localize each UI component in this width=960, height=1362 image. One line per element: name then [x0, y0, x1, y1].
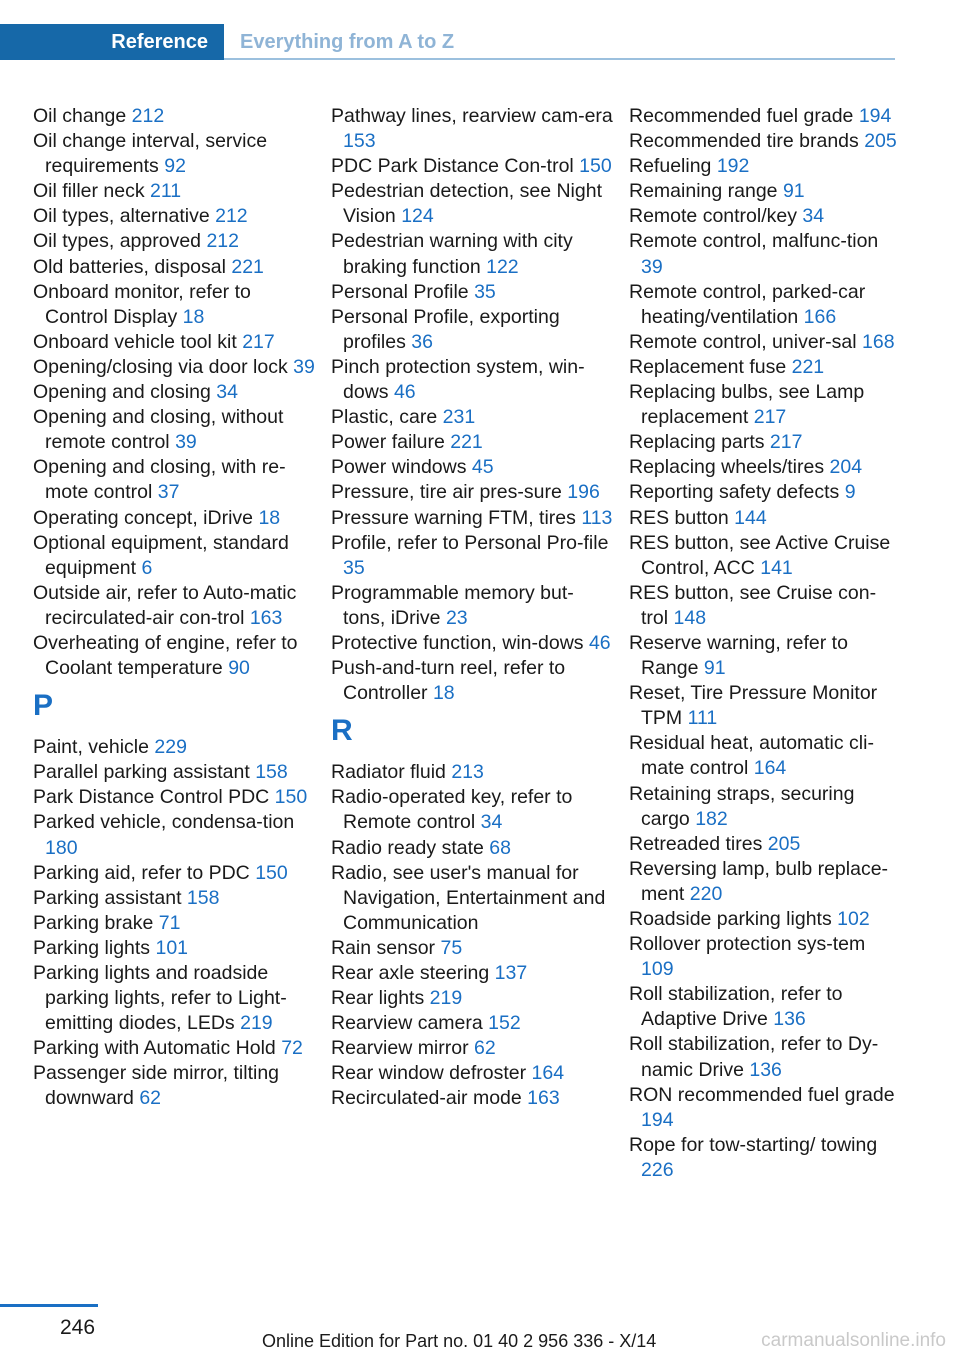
index-entry — [33, 129, 315, 179]
index-entry — [33, 911, 315, 936]
index-entry-term: Onboard vehicle tool kit — [33, 330, 243, 353]
page-reference-link[interactable]: 226 — [641, 1158, 674, 1181]
index-entry — [331, 280, 613, 305]
page-reference-link[interactable]: 37 — [157, 481, 180, 504]
index-entry — [33, 280, 315, 330]
index-column-3 — [629, 104, 899, 1183]
index-entry — [33, 531, 315, 581]
index-entry-term: Optional equipment, standard equipment — [33, 531, 289, 579]
index-entry — [331, 179, 613, 229]
index-entry-term: Refueling — [629, 155, 717, 178]
index-entry-term: Pedestrian warning with city braking function — [331, 230, 573, 278]
page-reference-link[interactable]: 122 — [486, 255, 519, 278]
page-reference-link[interactable]: 221 — [231, 255, 264, 278]
page-reference-link[interactable]: 136 — [749, 1058, 782, 1081]
index-entry — [629, 1083, 899, 1133]
index-entry-term: Replacing parts — [629, 431, 770, 454]
index-entry-term: Remote control, univer‐sal — [629, 330, 863, 353]
page-reference-link[interactable]: 75 — [440, 936, 463, 959]
index-entry-term: Rear axle steering — [331, 962, 495, 984]
index-entry-term: Rain sensor — [331, 936, 441, 959]
page-reference-link[interactable]: 213 — [451, 761, 484, 784]
index-entry-term: Oil types, alternative — [33, 205, 216, 228]
page-reference-link[interactable]: 152 — [488, 1012, 521, 1035]
page-reference-link[interactable]: 136 — [773, 1008, 806, 1031]
index-entry-term: Rear lights — [331, 987, 430, 1010]
page-reference-link[interactable]: 229 — [154, 736, 187, 759]
page-reference-link[interactable]: 168 — [862, 330, 895, 353]
page-reference-link[interactable]: 23 — [445, 606, 468, 629]
index-entry — [33, 631, 315, 681]
index-entry — [331, 861, 613, 936]
page-reference-link[interactable]: 113 — [581, 506, 613, 529]
index-entry — [33, 735, 315, 760]
page-reference-link[interactable]: 212 — [206, 230, 239, 253]
index-entry — [33, 179, 315, 204]
index-entry — [629, 430, 899, 455]
index-entry-term: Parked vehicle, condensa‐tion — [33, 811, 295, 834]
index-entry-term: Plastic, care — [331, 406, 443, 429]
page-reference-link[interactable]: 205 — [767, 832, 801, 855]
index-entry — [629, 731, 899, 781]
index-entry — [629, 857, 899, 907]
index-entry-term: RES button — [629, 506, 735, 529]
index-entry-term: Recommended fuel grade — [629, 105, 859, 127]
page-reference-link[interactable]: 180 — [45, 836, 78, 859]
index-entry — [629, 104, 899, 129]
index-entry — [33, 380, 315, 405]
index-entry — [331, 1036, 613, 1061]
page-reference-link[interactable]: 182 — [695, 807, 728, 830]
index-entry — [33, 104, 315, 129]
index-entry-term: Programmable memory but‐tons, iDrive — [331, 581, 574, 629]
page-reference-link[interactable]: 217 — [753, 406, 787, 429]
index-entry — [629, 581, 899, 631]
index-letter-heading: P — [33, 689, 54, 723]
header-rule — [224, 58, 895, 60]
page-reference-link[interactable]: 102 — [837, 908, 870, 930]
page-reference-link[interactable]: 158 — [255, 761, 288, 784]
index-entry — [331, 631, 613, 656]
index-entry — [629, 681, 899, 731]
index-entry — [331, 836, 613, 861]
page-reference-link[interactable]: 46 — [393, 381, 416, 404]
index-entry — [629, 330, 899, 355]
index-entry-term: Reporting safety defects — [629, 481, 845, 504]
index-entry — [629, 832, 899, 857]
page-reference-link[interactable]: 163 — [249, 606, 283, 629]
index-entry-term: Personal Profile — [331, 280, 475, 303]
index-entry — [331, 506, 613, 531]
index-entry-term: Remote control, parked-car heating/ventilation — [629, 280, 866, 328]
page-reference-link[interactable]: 192 — [716, 155, 750, 178]
index-entry-term: Replacing wheels/tires — [629, 456, 830, 479]
index-entry — [33, 810, 315, 860]
index-entry-term: Remote control, malfunc‐tion — [629, 230, 879, 253]
page-reference-link[interactable]: 109 — [641, 958, 674, 981]
page-number: 246 — [60, 1316, 96, 1339]
index-entry-term: Oil change — [33, 105, 132, 127]
index-entry-term: Push-and-turn reel, refer to Controller — [331, 657, 566, 705]
page-reference-link[interactable]: 62 — [139, 1087, 162, 1110]
index-entry-term: Oil types, approved — [33, 230, 207, 253]
index-entry-term: Oil filler neck — [33, 180, 151, 203]
page-reference-link[interactable]: 141 — [760, 556, 793, 579]
index-entry — [629, 907, 899, 932]
page-reference-link[interactable]: 45 — [471, 456, 494, 479]
page-reference-link[interactable]: 46 — [588, 631, 611, 654]
index-entry-term: Roll stabilization, refer to Adaptive Drive — [629, 983, 843, 1031]
page-reference-link[interactable]: 163 — [527, 1087, 560, 1110]
index-entry — [33, 204, 315, 229]
index-entry — [33, 355, 315, 380]
edition-note: Online Edition for Part no. 01 40 2 956 336 - X/14 — [262, 1331, 657, 1351]
section-tab[interactable]: Reference — [0, 24, 224, 60]
index-entry-term: Park Distance Control PDC — [33, 786, 275, 809]
index-entry — [629, 355, 899, 380]
index-entry-term: RES button, see Active Cruise Control, ACC — [629, 531, 891, 579]
index-entry-term: Rear window defroster — [331, 1062, 532, 1085]
index-entry — [33, 1061, 315, 1111]
page-reference-link[interactable]: 153 — [343, 130, 376, 153]
index-entry — [33, 1036, 315, 1061]
page-reference-link[interactable]: 150 — [255, 861, 288, 884]
page-reference-link[interactable]: 150 — [274, 786, 308, 809]
index-entry-term: Radio, see user's manual for Navigation, Entertainment and Communication — [331, 861, 606, 934]
page-reference-link[interactable]: 39 — [175, 431, 197, 454]
index-entry-term: Rearview camera — [331, 1012, 489, 1035]
index-entry-term: Reset, Tire Pressure Monitor TPM — [629, 682, 878, 730]
index-entry-term: RES button, see Cruise con‐trol — [629, 581, 877, 629]
page-reference-link[interactable]: 91 — [782, 180, 805, 203]
page-reference-link[interactable]: 71 — [158, 911, 181, 934]
index-entry — [331, 656, 613, 706]
index-entry — [629, 1133, 899, 1183]
index-entry — [629, 782, 899, 832]
index-entry — [629, 1032, 899, 1082]
index-entry — [629, 204, 899, 229]
index-entry-term: RON recommended fuel grade — [629, 1083, 895, 1106]
page-reference-link[interactable]: 231 — [442, 406, 476, 429]
index-entry-term: Residual heat, automatic cli‐mate control — [629, 732, 874, 780]
index-entry-term: Parking brake — [33, 911, 159, 934]
index-entry — [629, 129, 899, 154]
index-entry-term: Reserve warning, refer to Range — [629, 631, 848, 680]
index-entry-term: Radiator fluid — [331, 761, 452, 784]
index-entry-term: Protective function, win‐dows — [331, 631, 589, 654]
page-reference-link[interactable]: 101 — [155, 936, 189, 959]
index-entry-term: Old batteries, disposal — [33, 255, 232, 278]
page-reference-link[interactable]: 219 — [240, 1012, 273, 1035]
index-entry-term: Rearview mirror — [331, 1037, 475, 1060]
index-entry-term: Operating concept, iDrive — [33, 506, 259, 529]
index-entry — [629, 932, 899, 982]
index-entry — [331, 430, 613, 455]
index-entry — [33, 785, 315, 810]
page-reference-link[interactable]: 211 — [150, 180, 182, 203]
index-entry-term: Passenger side mirror, tilting downward — [33, 1062, 280, 1110]
page-reference-link[interactable]: 18 — [432, 682, 455, 705]
index-entry-term: Outside air, refer to Auto‐matic recirculated-air con‐trol — [33, 581, 297, 629]
page-reference-link[interactable]: 68 — [489, 836, 511, 859]
index-entry — [331, 1061, 613, 1086]
index-entry — [33, 886, 315, 911]
page-reference-link[interactable]: 39 — [641, 255, 663, 278]
page-reference-link[interactable]: 9 — [844, 481, 856, 504]
index-entry-term: Opening and closing, with re‐mote control — [33, 456, 286, 504]
index-entry-term: Pinch protection system, win‐dows — [331, 355, 585, 404]
index-entry-term: Radio-operated key, refer to Remote control — [331, 786, 573, 834]
index-entry-term: Parking aid, refer to PDC — [33, 861, 256, 884]
index-entry — [629, 280, 899, 330]
page-reference-link[interactable]: 34 — [216, 381, 238, 404]
page-reference-link[interactable]: 34 — [480, 811, 503, 834]
index-entry — [331, 581, 613, 631]
index-entry — [629, 179, 899, 204]
index-entry — [629, 154, 899, 179]
page-reference-link[interactable]: 196 — [567, 481, 600, 504]
page-reference-link[interactable]: 150 — [579, 155, 612, 178]
index-entry — [331, 355, 613, 405]
index-entry — [33, 936, 315, 961]
index-entry-term: Rope for tow-starting/ towing — [629, 1133, 878, 1156]
index-entry — [33, 506, 315, 531]
page-reference-link[interactable]: 220 — [689, 882, 723, 905]
index-entry-term: Parking lights and roadside parking lights, refer to Light-emitting diodes, LEDs — [33, 962, 287, 1035]
index-entry-term: Overheating of engine, refer to Coolant temperature — [33, 631, 298, 680]
index-entry-term: Profile, refer to Personal Pro‐file — [331, 531, 609, 554]
index-entry — [331, 154, 613, 179]
page-reference-link[interactable]: 144 — [734, 506, 767, 529]
index-entry-term: Rollover protection sys‐tem — [629, 933, 866, 956]
index-entry — [629, 455, 899, 480]
page-reference-link[interactable]: 164 — [753, 757, 787, 780]
index-entry-term: Retaining straps, securing cargo — [629, 782, 855, 830]
page-reference-link[interactable]: 194 — [858, 105, 892, 127]
watermark: carmanualsonline.info — [761, 1330, 946, 1351]
index-entry — [331, 305, 613, 355]
index-entry-term: Power failure — [331, 431, 451, 454]
index-entry — [629, 380, 899, 430]
index-entry-term: Opening/closing via door lock — [33, 355, 294, 378]
index-entry — [331, 480, 613, 505]
page-reference-link[interactable]: 217 — [242, 330, 275, 353]
page-reference-link[interactable]: 137 — [494, 962, 528, 984]
page-reference-link[interactable]: 124 — [401, 205, 434, 228]
subsection-tab[interactable]: Everything from A to Z — [240, 31, 455, 53]
page-reference-link[interactable]: 111 — [687, 707, 718, 730]
page-reference-link[interactable]: 91 — [703, 657, 726, 680]
page-reference-link[interactable]: 62 — [474, 1037, 496, 1060]
index-entry-term: Replacing bulbs, see Lamp replacement — [629, 381, 865, 429]
index-column-1 — [33, 104, 315, 1112]
index-entry-term: Remaining range — [629, 180, 783, 203]
index-entry-term: Reversing lamp, bulb replace‐ment — [629, 857, 889, 905]
page-reference-link[interactable]: 221 — [450, 431, 483, 454]
index-entry-term: Roadside parking lights — [629, 908, 838, 930]
page-reference-link[interactable]: 72 — [281, 1037, 303, 1060]
index-entry-term: Parking assistant — [33, 886, 187, 909]
index-entry-term: Recommended tire brands — [629, 130, 865, 153]
page-reference-link[interactable]: 217 — [769, 431, 803, 454]
index-entry — [629, 480, 899, 505]
index-letter-heading: R — [331, 714, 353, 748]
index-entry-term: Opening and closing — [33, 381, 217, 404]
index-entry — [331, 785, 613, 835]
index-entry — [331, 104, 613, 154]
index-entry-term: Parking lights — [33, 936, 156, 959]
index-entry-term: Replacement fuse — [629, 355, 792, 378]
index-entry — [33, 961, 315, 1036]
page-reference-link[interactable]: 221 — [791, 355, 825, 378]
index-entry — [331, 405, 613, 430]
index-entry-term: Radio ready state — [331, 836, 490, 859]
index-entry — [331, 455, 613, 480]
page-reference-link[interactable]: 92 — [164, 155, 186, 178]
index-entry-term: Parking with Automatic Hold — [33, 1037, 282, 1060]
page-header — [0, 24, 895, 62]
page-reference-link[interactable]: 166 — [803, 305, 837, 328]
index-entry — [629, 982, 899, 1032]
index-entry-term: PDC Park Distance Con‐trol — [331, 155, 580, 178]
index-entry-term: Onboard monitor, refer to Control Display — [33, 280, 251, 328]
page-reference-link[interactable]: 18 — [258, 506, 281, 529]
page-reference-link[interactable]: 205 — [864, 130, 897, 153]
index-entry-term: Pressure, tire air pres‐sure — [331, 481, 568, 504]
index-entry-term: Pedestrian detection, see Night Vision — [331, 180, 603, 228]
page-reference-link[interactable]: 194 — [641, 1108, 674, 1131]
index-entry-term: Parallel parking assistant — [33, 761, 256, 784]
page-reference-link[interactable]: 212 — [215, 205, 248, 228]
index-entry — [33, 760, 315, 785]
index-entry — [33, 581, 315, 631]
index-entry-term: Power windows — [331, 456, 472, 479]
index-entry-term: Pathway lines, rearview cam‐era — [331, 105, 613, 127]
index-entry — [33, 229, 315, 254]
index-entry — [331, 986, 613, 1011]
index-entry-term: Oil change interval, service requirements — [33, 130, 268, 178]
index-entry — [33, 455, 315, 505]
page-reference-link[interactable]: 212 — [131, 105, 165, 127]
index-entry — [331, 531, 613, 581]
page-reference-link[interactable]: 35 — [343, 556, 365, 579]
page-reference-link[interactable]: 204 — [829, 456, 863, 479]
page-reference-link[interactable]: 219 — [429, 987, 463, 1010]
index-entry — [331, 1011, 613, 1036]
page-reference-link[interactable]: 148 — [673, 606, 707, 629]
index-entry-term: Paint, vehicle — [33, 736, 155, 759]
index-entry-term: Roll stabilization, refer to Dy‐namic Drive — [629, 1033, 879, 1081]
index-entry — [629, 531, 899, 581]
index-entry — [33, 255, 315, 280]
index-entry — [629, 506, 899, 531]
index-entry — [629, 631, 899, 681]
index-entry — [331, 229, 613, 279]
index-entry — [33, 861, 315, 886]
page-reference-link[interactable]: 164 — [531, 1062, 565, 1085]
index-column-2 — [331, 104, 613, 1112]
index-entry — [331, 760, 613, 785]
page-reference-link[interactable]: 39 — [293, 355, 315, 378]
page-reference-link[interactable]: 36 — [411, 330, 433, 353]
page-reference-link[interactable]: 18 — [182, 305, 205, 328]
index-entry-term: Opening and closing, without remote control — [33, 406, 284, 454]
index-entry — [629, 229, 899, 279]
index-entry-term: Remote control/key — [629, 205, 803, 228]
index-entry — [33, 405, 315, 455]
index-entry — [331, 936, 613, 961]
footer-rule — [0, 1304, 98, 1307]
page-reference-link[interactable]: 90 — [228, 657, 250, 680]
index-entry-term: Pressure warning FTM, tires — [331, 506, 582, 529]
page-reference-link[interactable]: 35 — [474, 280, 496, 303]
index-entry-term: Retreaded tires — [629, 832, 768, 855]
page-reference-link[interactable]: 34 — [802, 205, 825, 228]
page-reference-link[interactable]: 158 — [186, 886, 220, 909]
index-entry — [331, 961, 613, 986]
index-entry — [331, 1086, 613, 1111]
index-entry-term: Personal Profile, exporting profiles — [331, 305, 560, 353]
page-reference-link[interactable]: 6 — [141, 556, 153, 579]
index-entry — [33, 330, 315, 355]
index-entry-term: Recirculated-air mode — [331, 1087, 528, 1110]
